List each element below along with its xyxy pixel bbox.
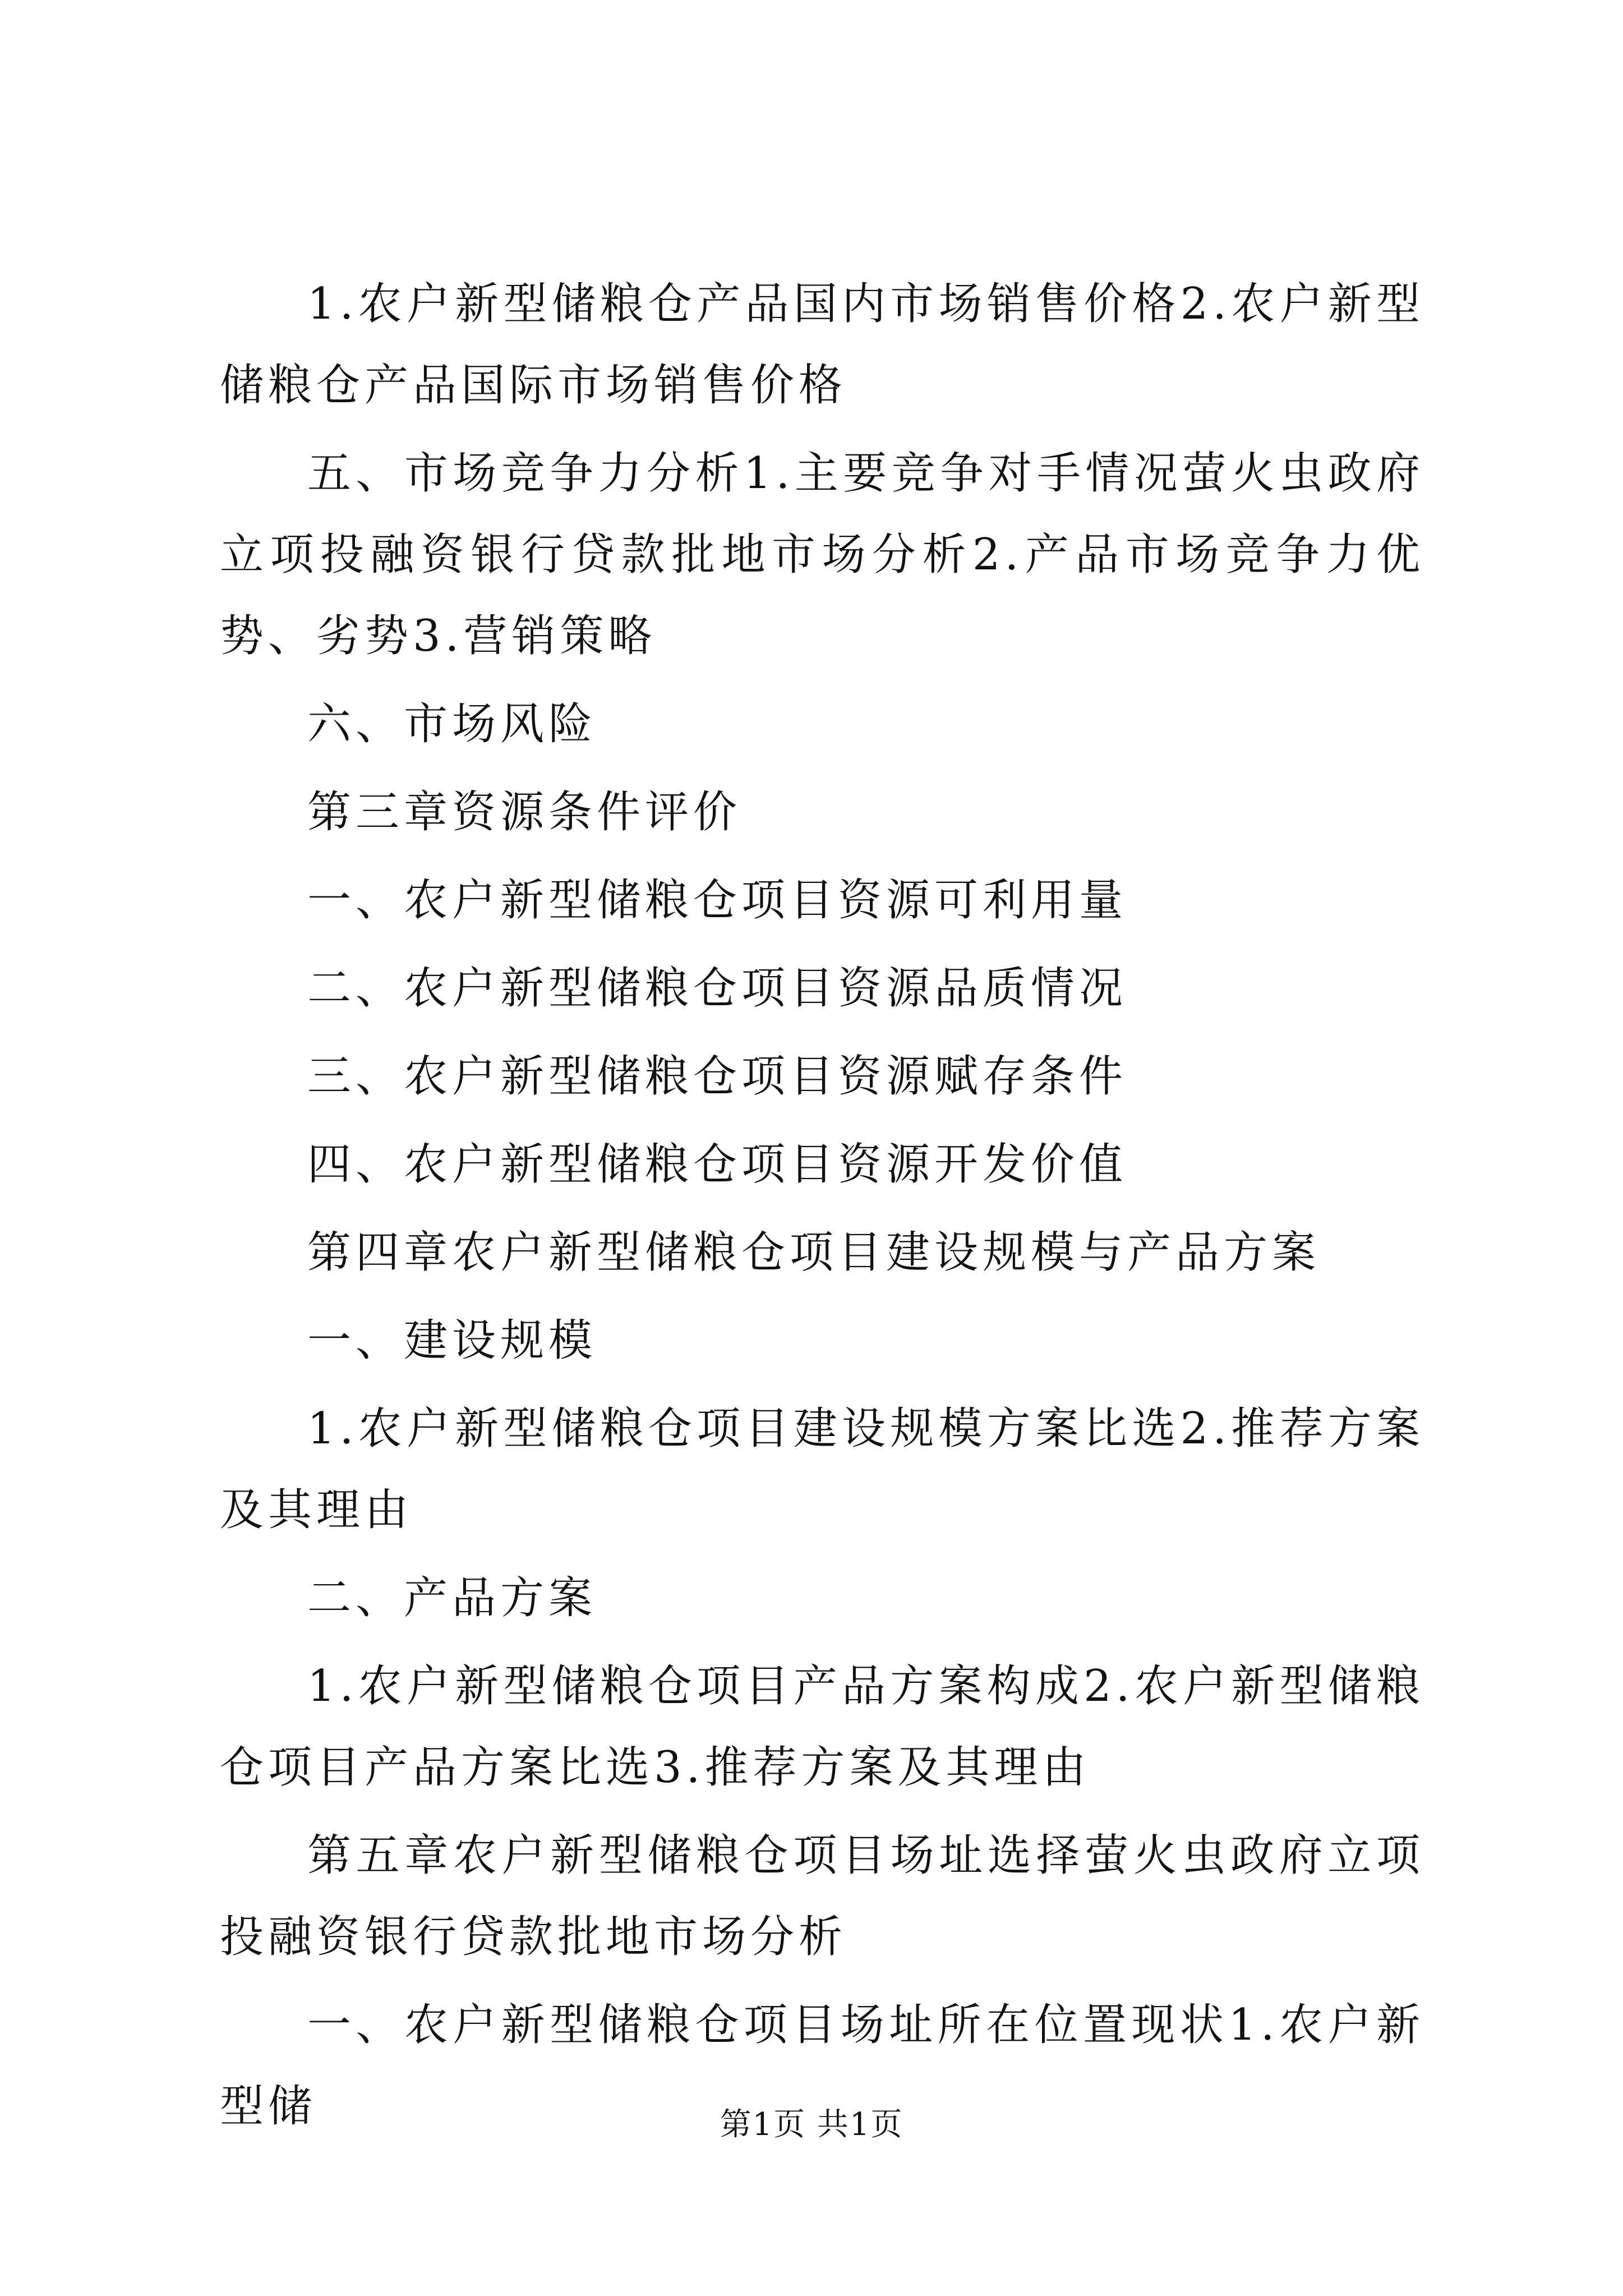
paragraph: 六、市场风险: [307, 699, 597, 749]
paragraph: 三、农户新型储粮仓项目资源赋存条件: [307, 1051, 1128, 1102]
paragraph: 一、建设规模: [307, 1315, 597, 1366]
paragraph: 四、农户新型储粮仓项目资源开发价值: [307, 1139, 1128, 1190]
chapter-heading: 第五章农户新型储粮仓项目场址选择萤火虫政府立项投融资银行贷款批地市场分析: [220, 1830, 1424, 1962]
paragraph: 二、农户新型储粮仓项目资源品质情况: [307, 963, 1128, 1014]
paragraph: 一、农户新型储粮仓项目场址所在位置现状1.农户新型储: [220, 2000, 1424, 2132]
chapter-heading: 第四章农户新型储粮仓项目建设规模与产品方案: [307, 1227, 1321, 1278]
paragraph: 1.农户新型储粮仓产品国内市场销售价格2.农户新型储粮仓产品国际市场销售价格: [220, 279, 1424, 411]
document-body: [220, 264, 1424, 2154]
paragraph: 1.农户新型储粮仓项目建设规模方案比选2.推荐方案及其理由: [220, 1404, 1424, 1535]
paragraph: 1.农户新型储粮仓项目产品方案构成2.农户新型储粮仓项目产品方案比选3.推荐方案及其理由: [220, 1661, 1424, 1793]
paragraph: 二、产品方案: [307, 1573, 597, 1623]
paragraph: 一、农户新型储粮仓项目资源可利用量: [307, 875, 1128, 926]
chapter-heading: 第三章资源条件评价: [307, 787, 742, 838]
paragraph: 五、市场竞争力分析1.主要竞争对手情况萤火虫政府立项投融资银行贷款批地市场分析2.产品市场竞争力优势、劣势3.营销策略: [220, 448, 1424, 661]
page-footer: 第1页 共1页: [720, 2106, 903, 2143]
